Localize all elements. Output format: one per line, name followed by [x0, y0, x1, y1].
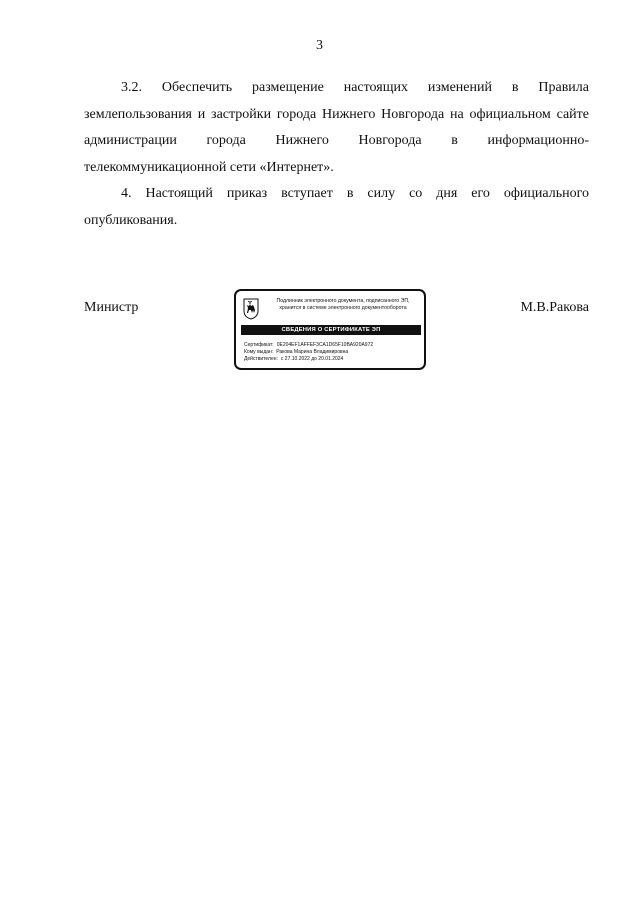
- signer-position: Министр: [84, 300, 139, 315]
- validity-value: с 27.10.2022 до 20.01.2024: [280, 355, 344, 362]
- issued-to-label: Кому выдан:: [244, 348, 274, 355]
- validity-label: Действителен:: [244, 355, 278, 362]
- stamp-banner: СВЕДЕНИЯ О СЕРТИФИКАТЕ ЭП: [241, 325, 421, 335]
- validity-row: [244, 356, 422, 363]
- signer-name: М.В.Ракова: [520, 300, 589, 315]
- certificate-row: [244, 342, 422, 349]
- issued-to-row: [244, 349, 422, 356]
- certificate-value: 0E204EF1AFFEF3CA1D65F10BA920A972: [276, 342, 374, 348]
- coat-of-arms-icon: [243, 298, 259, 320]
- certificate-label: Сертификат:: [244, 342, 274, 348]
- document-body: [84, 75, 589, 234]
- paragraph-4: 4. Настоящий приказ вступает в силу со дня его официального опубликования.: [84, 186, 589, 228]
- stamp-header-line-2: хранится в системе электронного документооборота: [279, 305, 407, 311]
- paragraph-3-2: 3.2. Обеспечить размещение настоящих изменений в Правила землепользования и застройки города Нижнего Новгорода на официальном сайте администрации города Нижнего Новгорода в информационно-телекоммуникационной сети «Интернет».: [84, 80, 589, 175]
- electronic-signature-stamp: [234, 289, 426, 370]
- stamp-header-line-1: Подлинник электронного документа, подписанного ЭП,: [276, 298, 410, 304]
- stamp-details: [244, 342, 422, 362]
- stamp-header: [263, 298, 423, 312]
- page-number: 3: [316, 38, 323, 53]
- issued-to-value: Ракова Марина Владимировна: [276, 348, 349, 355]
